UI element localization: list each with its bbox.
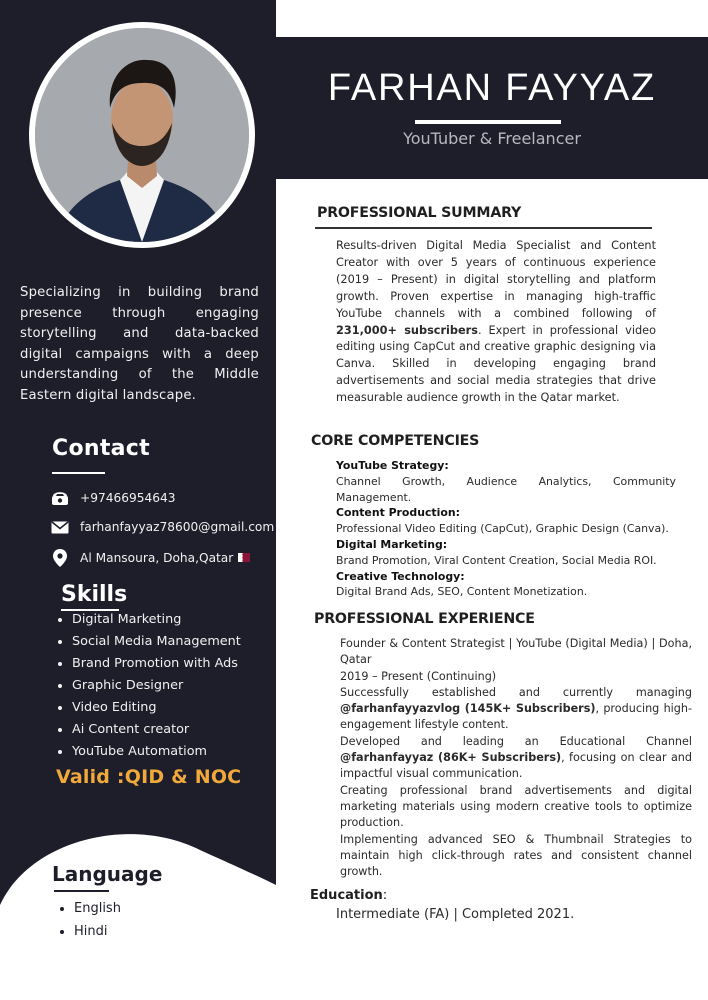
- experience-item: Creating professional brand advertisements and digital marketing materials using modern creative tools to optimize production.: [340, 783, 692, 830]
- name-underline: [415, 120, 561, 124]
- contact-phone-row: [50, 489, 176, 507]
- list-item: Ai Content creator: [58, 719, 241, 741]
- list-item: Digital Marketing: [58, 609, 241, 631]
- competency-text: Channel Growth, Audience Analytics, Community Management.: [336, 474, 676, 504]
- experience-item: Successfully established and currently managing @farhanfayyazvlog (145K+ Subscribers), producing high-engagement lifestyle content.: [340, 685, 692, 732]
- language-list: [60, 897, 121, 943]
- bullet-icon: [60, 907, 64, 911]
- skills-heading: Skills: [61, 582, 128, 607]
- education-heading: Education:: [310, 888, 388, 903]
- contact-location-row: [50, 549, 250, 567]
- contact-divider: [52, 472, 105, 474]
- mail-icon: [50, 518, 70, 536]
- location-pin-icon: [50, 549, 70, 567]
- language-heading: Language: [52, 862, 163, 886]
- competency-label: Content Production:: [336, 506, 460, 520]
- intro-text: Specializing in building brand presence through engaging storytelling and data-backed digital campaigns with a deep understanding of the Middle Eastern digital landscape.: [20, 285, 259, 403]
- list-item: Graphic Designer: [58, 675, 241, 697]
- competencies-heading: CORE COMPETENCIES: [311, 433, 480, 449]
- bullet-icon: [58, 684, 62, 688]
- bullet-icon: [58, 750, 62, 754]
- experience-section: [340, 636, 692, 880]
- page-title: FARHAN FAYYAZ: [327, 67, 657, 109]
- list-item: Video Editing: [58, 697, 241, 719]
- competency-text: Professional Video Editing (CapCut), Graphic Design (Canva).: [336, 522, 669, 536]
- competencies-list: [336, 458, 676, 600]
- experience-item: Implementing advanced SEO & Thumbnail Strategies to maintain high click-through rates and consistent channel growth.: [340, 832, 692, 879]
- bullet-icon: [58, 640, 62, 644]
- summary-text: Results-driven Digital Media Specialist and Content Creator with over 5 years of continuous experience (2019 – Present) in digital storytelling and platform growth. Proven expertise in managing high-traffic YouTube channels with a combined following of 231,000+ subscribers. Expert in professional video editing using CapCut and creative graphic designing via Canva. Skilled in developing engaging brand advertisements and social media strategies that drive measurable audience growth in the Qatar market.: [336, 239, 656, 405]
- language-divider: [54, 890, 109, 892]
- bullet-icon: [58, 662, 62, 666]
- skills-list: [58, 609, 241, 763]
- competency-label: YouTube Strategy:: [336, 459, 449, 472]
- experience-period: 2019 – Present (Continuing): [340, 669, 497, 683]
- experience-role: Founder & Content Strategist | YouTube (Digital Media) | Doha, Qatar: [340, 637, 692, 667]
- job-title: YouTuber & Freelancer: [403, 129, 581, 148]
- competency-text: Digital Brand Ads, SEO, Content Monetization.: [336, 585, 588, 599]
- list-item: Brand Promotion with Ads: [58, 653, 241, 675]
- bullet-icon: [60, 930, 64, 934]
- list-item: Social Media Management: [58, 631, 241, 653]
- bullet-icon: [58, 728, 62, 732]
- bullet-icon: [58, 706, 62, 710]
- experience-heading: PROFESSIONAL EXPERIENCE: [314, 611, 535, 627]
- validity-note: Valid :QID & NOC: [56, 766, 242, 788]
- competency-text: Brand Promotion, Viral Content Creation, Social Media ROI.: [336, 553, 657, 567]
- competency-label: Creative Technology:: [336, 569, 465, 583]
- sidebar-wave-decoration: [0, 820, 276, 1000]
- contact-heading: Contact: [52, 436, 150, 461]
- experience-item: Developed and leading an Educational Channel @farhanfayyaz (86K+ Subscribers), focusing on clear and impactful visual communication.: [340, 734, 693, 781]
- list-item: English: [60, 897, 121, 920]
- competency-label: Digital Marketing:: [336, 537, 448, 551]
- list-item: YouTube Automatiom: [58, 741, 241, 763]
- summary-divider: [315, 227, 652, 229]
- list-item: Hindi: [60, 920, 121, 943]
- contact-phone[interactable]: +97466954643: [80, 491, 176, 505]
- summary-heading: PROFESSIONAL SUMMARY: [317, 205, 522, 221]
- education-text: Intermediate (FA) | Completed 2021.: [336, 907, 575, 922]
- avatar: [35, 28, 249, 242]
- qatar-flag-icon: [238, 551, 250, 565]
- phone-icon: [50, 489, 70, 507]
- contact-email[interactable]: farhanfayyaz78600@gmail.com: [80, 520, 275, 534]
- contact-location: Al Mansoura, Doha,Qatar: [80, 551, 234, 565]
- bullet-icon: [58, 618, 62, 622]
- contact-email-row: [50, 518, 274, 536]
